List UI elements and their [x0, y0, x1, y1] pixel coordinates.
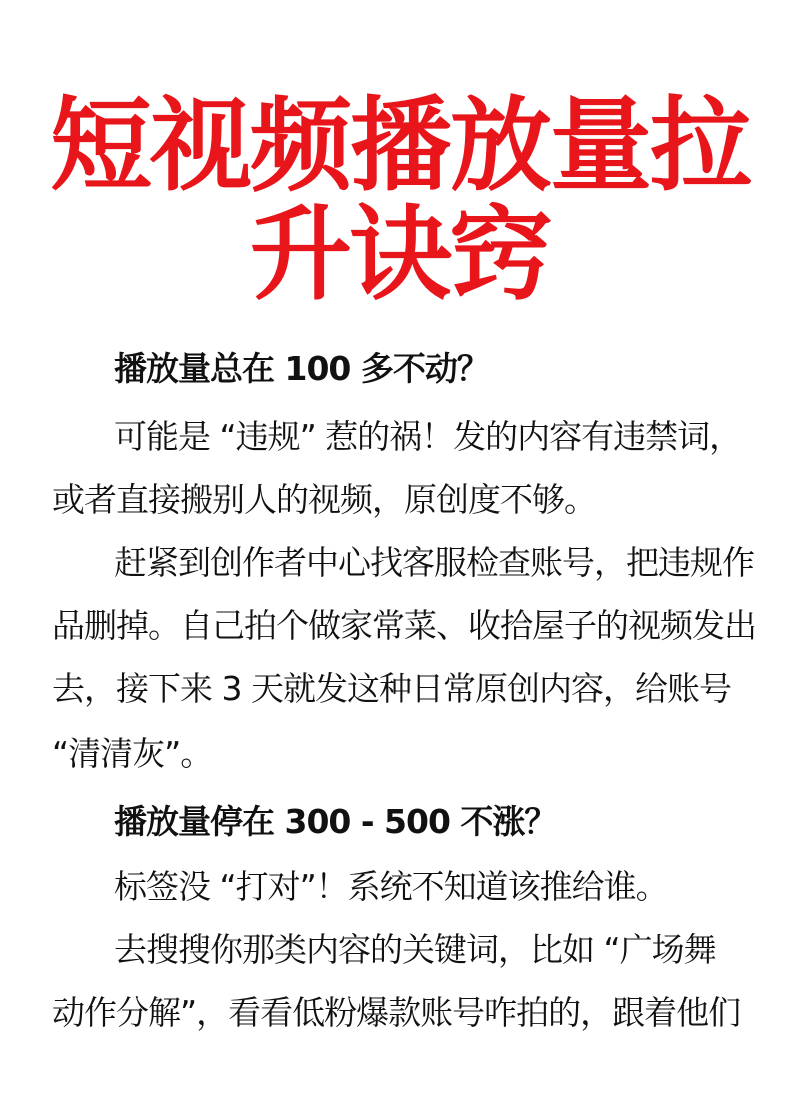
paragraph-line: 品删掉。自己拍个做家常菜、收拾屋子的视频发出	[52, 606, 756, 645]
title-line-1: 短视频播放量拉	[50, 87, 750, 206]
paragraph-line: 动作分解”，看看低粉爆款账号咋拍的，跟着他们	[52, 993, 741, 1032]
paragraph-line: 去搜搜你那类内容的关键词，比如 “广场舞	[114, 930, 716, 969]
paragraph-line: 赶紧到创作者中心找客服检查账号，把违规作	[114, 543, 754, 582]
paragraph-line: 可能是 “违规” 惹的祸！发的内容有违禁词，	[114, 417, 742, 456]
paragraph-line: 去，接下来 3 天就发这种日常原创内容，给账号	[52, 669, 731, 708]
section-heading-2: 播放量停在 300 - 500 不涨？	[114, 802, 557, 841]
section-heading-1: 播放量总在 100 多不动？	[114, 349, 489, 388]
title-line-2: 升诀窍	[250, 196, 550, 315]
paragraph-line: 或者直接搬别人的视频，原创度不够。	[52, 480, 596, 519]
paragraph-line: “清清灰”。	[52, 734, 213, 773]
paragraph-line: 标签没 “打对”！系统不知道该推给谁。	[114, 867, 668, 906]
